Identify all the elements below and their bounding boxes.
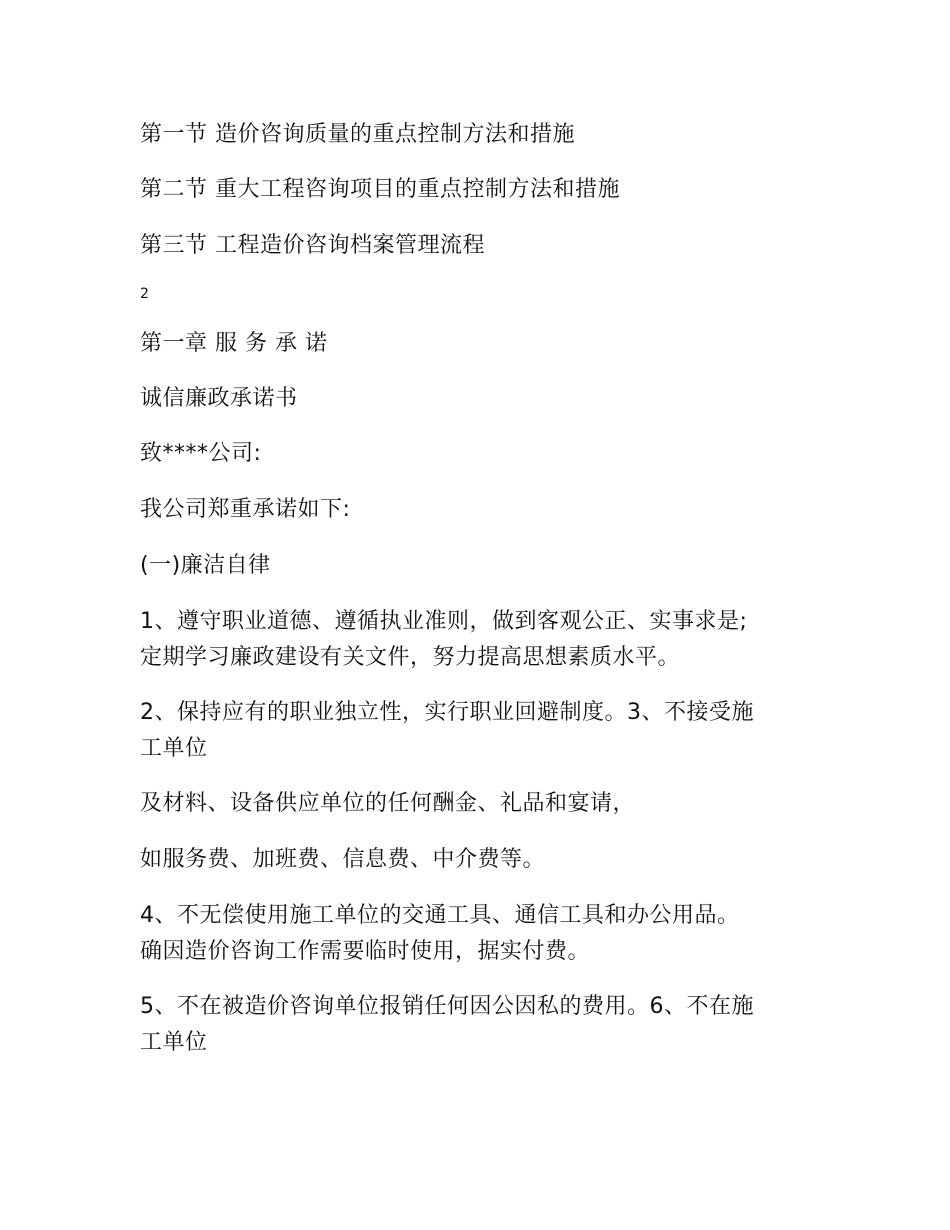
chapter-title: 第一章 服 务 承 诺 — [140, 331, 328, 356]
toc-entry-2: 第二节 重大工程咨询项目的重点控制方法和措施 — [140, 177, 620, 202]
item-line: 确因造价咨询工作需要临时使用，据实付费。 — [140, 939, 591, 964]
item-line: 及材料、设备供应单位的任何酬金、礼品和宴请， — [140, 791, 636, 816]
page-number: 2 — [140, 286, 149, 302]
addressee: 致****公司: — [140, 441, 262, 466]
item-line: 4、不无偿使用施工单位的交通工具、通信工具和办公用品。 — [140, 903, 740, 928]
toc-entry-3: 第三节 工程造价咨询档案管理流程 — [140, 233, 485, 258]
item-line: 2、保持应有的职业独立性，实行职业回避制度。3、不接受施 — [140, 700, 754, 725]
item-line: 工单位 — [140, 736, 208, 761]
item-line: 定期学习廉政建设有关文件，努力提高思想素质水平。 — [140, 645, 681, 670]
document-title: 诚信廉政承诺书 — [140, 386, 298, 411]
section-heading: (一)廉洁自律 — [140, 553, 271, 578]
item-line: 5、不在被造价咨询单位报销任何因公因私的费用。6、不在施 — [140, 994, 754, 1019]
toc-entry-1: 第一节 造价咨询质量的重点控制方法和措施 — [140, 122, 575, 147]
item-line: 如服务费、加班费、信息费、中介费等。 — [140, 847, 546, 872]
intro-text: 我公司郑重承诺如下: — [140, 497, 351, 522]
item-line: 工单位 — [140, 1030, 208, 1055]
item-line: 1、遵守职业道德、遵循执业准则，做到客观公正、实事求是; — [140, 609, 748, 634]
